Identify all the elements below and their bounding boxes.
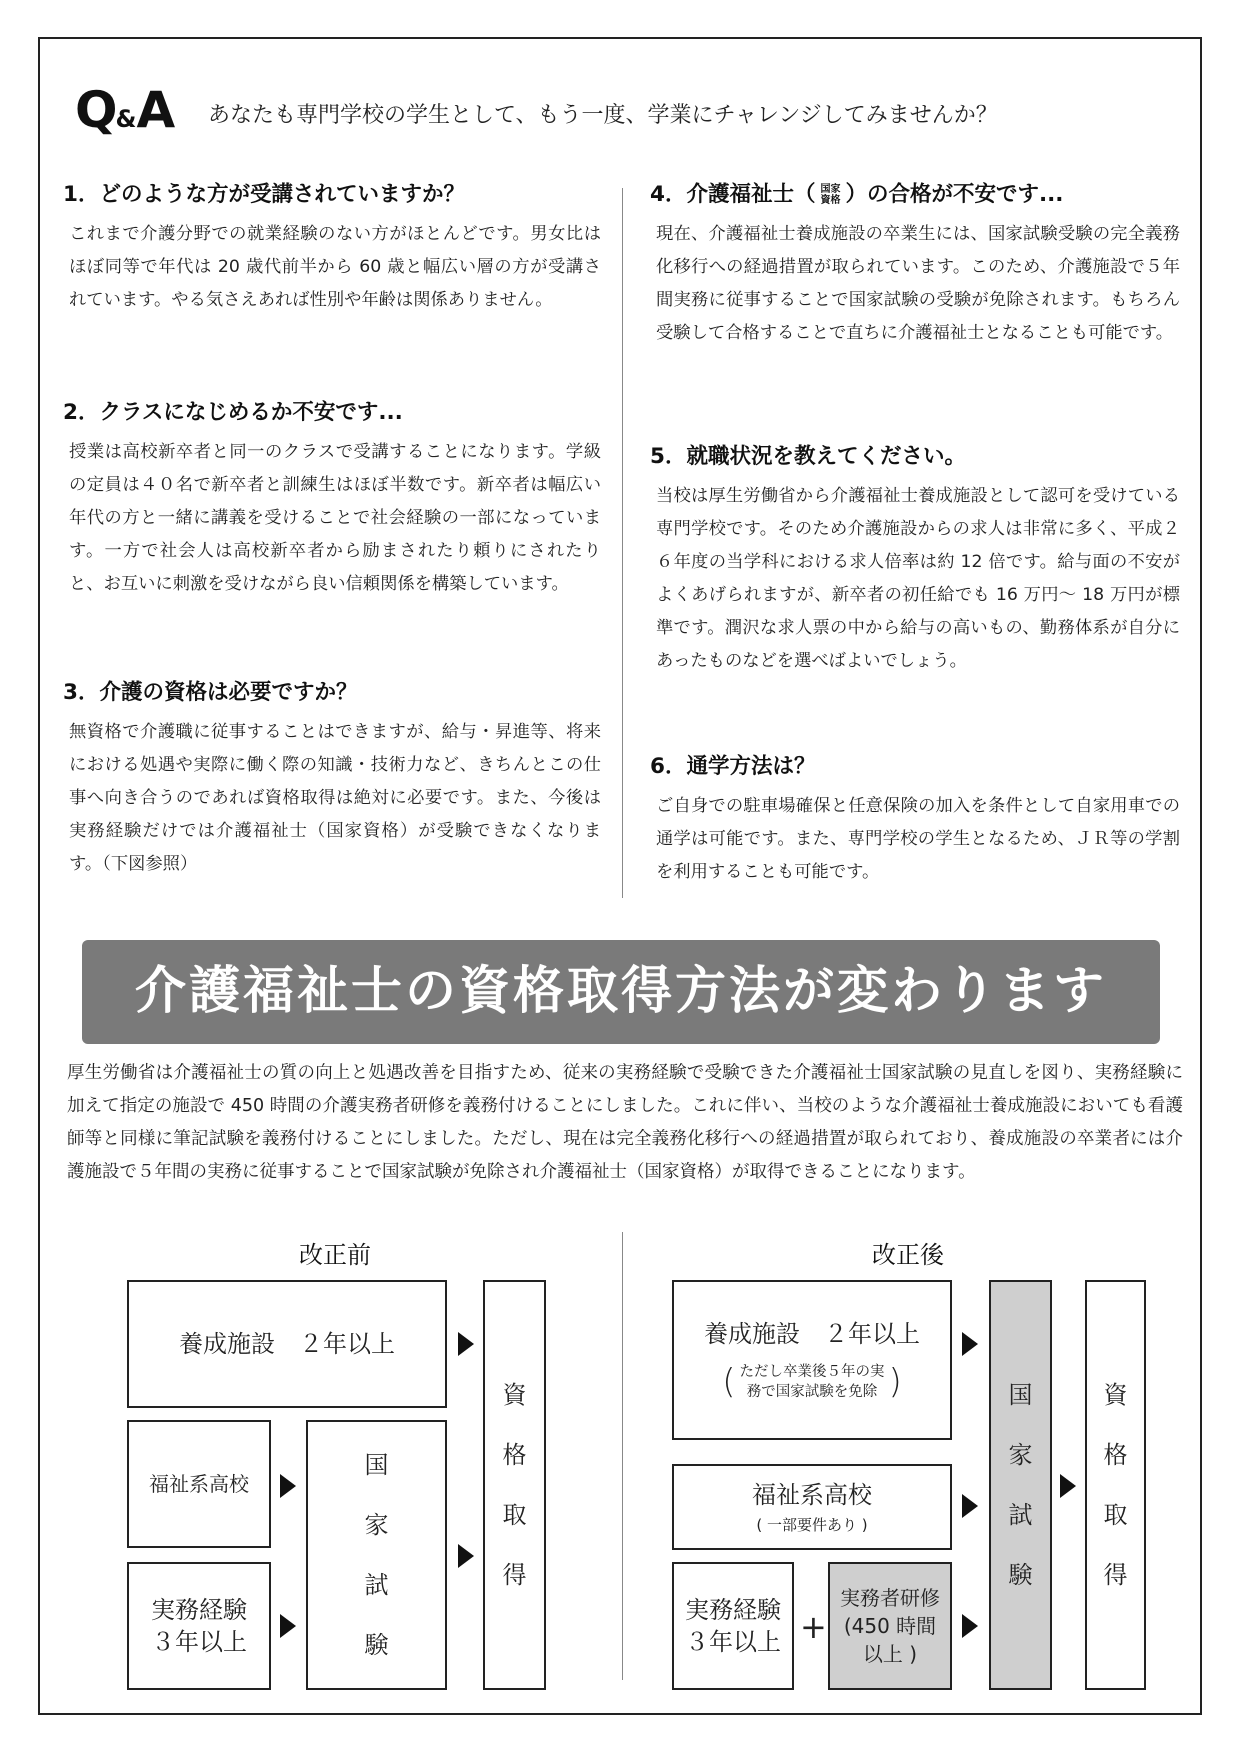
qa-item-5 <box>650 442 1180 678</box>
arrow-icon <box>962 1614 978 1638</box>
after-kenshu-label-2: (450 時間 <box>843 1614 937 1638</box>
answer-text: ご自身での駐車場確保と任意保険の加入を条件として自家用車での通学は可能です。また、専門学校の学生となるため、ＪＲ等の学割を利用することも可能です。 <box>656 796 1180 882</box>
after-yousei-label: 養成施設 ２年以上 <box>704 1320 920 1348</box>
after-kenshu-label-1: 実務者研修 <box>840 1586 940 1610</box>
after-shikaku-label: 資 格 取 得 <box>1103 1381 1128 1589</box>
after-jitsumu-box <box>672 1562 794 1690</box>
after-fukushi-note: ( 一部要件あり ) <box>756 1516 868 1534</box>
before-fukushi-box <box>127 1420 271 1548</box>
arrow-icon <box>962 1332 978 1356</box>
question-title: 2．クラスになじめるか不安です... <box>63 400 403 425</box>
before-fukushi-label: 福祉系高校 <box>149 1472 249 1496</box>
before-kokka-label: 国 家 試 験 <box>364 1451 389 1659</box>
after-fukushi-box <box>672 1464 952 1550</box>
column-divider <box>622 188 623 898</box>
arrow-icon <box>458 1332 474 1356</box>
answer-text: 現在、介護福祉士養成施設の卒業生には、国家試験受験の完全義務化移行への経過措置が取られています。このため、介護施設で５年間実務に従事することで国家試験の受験が免除されます。もちろん受験して合格することで直ちに介護福祉士となることも可能です。 <box>656 224 1180 343</box>
qa-item-2 <box>63 398 601 601</box>
after-kenshu-label-3: 以上 ) <box>862 1642 918 1666</box>
question-title: 5．就職状況を教えてください。 <box>650 444 966 469</box>
after-yousei-note: ( ただし卒業後５年の実 務で国家試験を免除 ) <box>722 1362 902 1402</box>
question-title: 4．介護福祉士（ 国家 資格 ）の合格が不安です... <box>650 182 1064 207</box>
after-kokka-label: 国 家 試 験 <box>1008 1381 1033 1589</box>
qa-item-3 <box>63 678 601 881</box>
before-kokka-box <box>306 1420 447 1690</box>
qa-item-1 <box>63 180 601 317</box>
answer-text: 無資格で介護職に従事することはできますが、給与・昇進等、将来における処遇や実際に働く際の知識・技術力など、きちんとこの仕事へ向き合うのであれば資格取得は絶対に必要です。また、今後は実務経験だけでは介護福祉士（国家資格）が受験できなくなります。（下図参照） <box>69 722 601 874</box>
before-shikaku-label: 資 格 取 得 <box>502 1381 527 1589</box>
after-kokka-box <box>989 1280 1052 1690</box>
before-jitsumu-box <box>127 1562 271 1690</box>
before-jitsumu-label-2: ３年以上 <box>151 1628 247 1656</box>
arrow-icon <box>280 1614 296 1638</box>
qa-title: Q&A <box>75 81 174 139</box>
arrow-icon <box>280 1474 296 1498</box>
after-jitsumu-label-2: ３年以上 <box>685 1628 781 1656</box>
after-shikaku-box <box>1085 1280 1146 1690</box>
plus-icon: + <box>800 1608 827 1646</box>
question-title: 6．通学方法は？ <box>650 754 816 779</box>
after-fukushi-label: 福祉系高校 <box>752 1481 872 1509</box>
qa-item-6 <box>650 752 1180 889</box>
after-jitsumu-label-1: 実務経験 <box>685 1596 781 1624</box>
arrow-icon <box>1060 1474 1076 1498</box>
kokka-shikaku-small: 国家 資格 <box>820 184 841 206</box>
section-banner: 介護福祉士の資格取得方法が変わります <box>82 940 1160 1044</box>
diagram-divider <box>622 1232 623 1680</box>
answer-text: 授業は高校新卒者と同一のクラスで受講することになります。学級の定員は４０名で新卒者と訓練生はほぼ半数です。新卒者は幅広い年代の方と一緒に講義を受けることで社会経験の一部になっています。一方で社会人は高校新卒者から励まされたり頼りにされたりと、お互いに刺激を受けながら良い信頼関係を構築しています。 <box>69 442 601 594</box>
answer-text: 当校は厚生労働省から介護福祉士養成施設として認可を受けている専門学校です。そのため介護施設からの求人は非常に多く、平成２６年度の当学科における求人倍率は約 12 倍です。給与面の不安がよくあげられますが、新卒者の初任給でも 16 万円～ 18 万円が標準です。潤沢な求人票の中から給与の高いもの、勤務体系が自分にあったものなどを選べばよいでしょう。 <box>656 486 1180 671</box>
before-yousei-box <box>127 1280 447 1408</box>
arrow-icon <box>458 1544 474 1568</box>
answer-text: これまで介護分野での就業経験のない方がほとんどです。男女比はほぼ同等で年代は 20 歳代前半から 60 歳と幅広い層の方が受講されています。やる気さえあれば性別や年齢は関係ありません。 <box>69 224 601 310</box>
diagram-after-heading: 改正後 <box>872 1241 944 1269</box>
arrow-icon <box>962 1494 978 1518</box>
question-title: 3．介護の資格は必要ですか？ <box>63 680 358 705</box>
question-title: 1．どのような方が受講されていますか？ <box>63 182 465 207</box>
qa-item-4 <box>650 180 1180 350</box>
before-jitsumu-label-1: 実務経験 <box>151 1596 247 1624</box>
after-yousei-box <box>672 1280 952 1440</box>
before-yousei-label: 養成施設 ２年以上 <box>179 1330 395 1358</box>
diagram-before-heading: 改正前 <box>299 1241 371 1269</box>
before-shikaku-box <box>483 1280 546 1690</box>
after-kenshu-box <box>828 1562 952 1690</box>
qa-subtitle: あなたも専門学校の学生として、もう一度、学業にチャレンジしてみませんか？ <box>208 103 998 128</box>
intro-paragraph: 厚生労働省は介護福祉士の質の向上と処遇改善を目指すため、従来の実務経験で受験できた介護福祉士国家試験の見直しを図り、実務経験に加えて指定の施設で 450 時間の介護実務者研修を義務付けることにしました。これに伴い、当校のような介護福祉士養成施設においても看護師等と同様に筆記試験を義務付けることにしました。ただし、現在は完全義務化移行への経過措置が取られており、養成施設の卒業者には介護施設で５年間の実務に従事することで国家試験が免除され介護福祉士（国家資格）が取得できることになります。 <box>67 1063 1183 1182</box>
